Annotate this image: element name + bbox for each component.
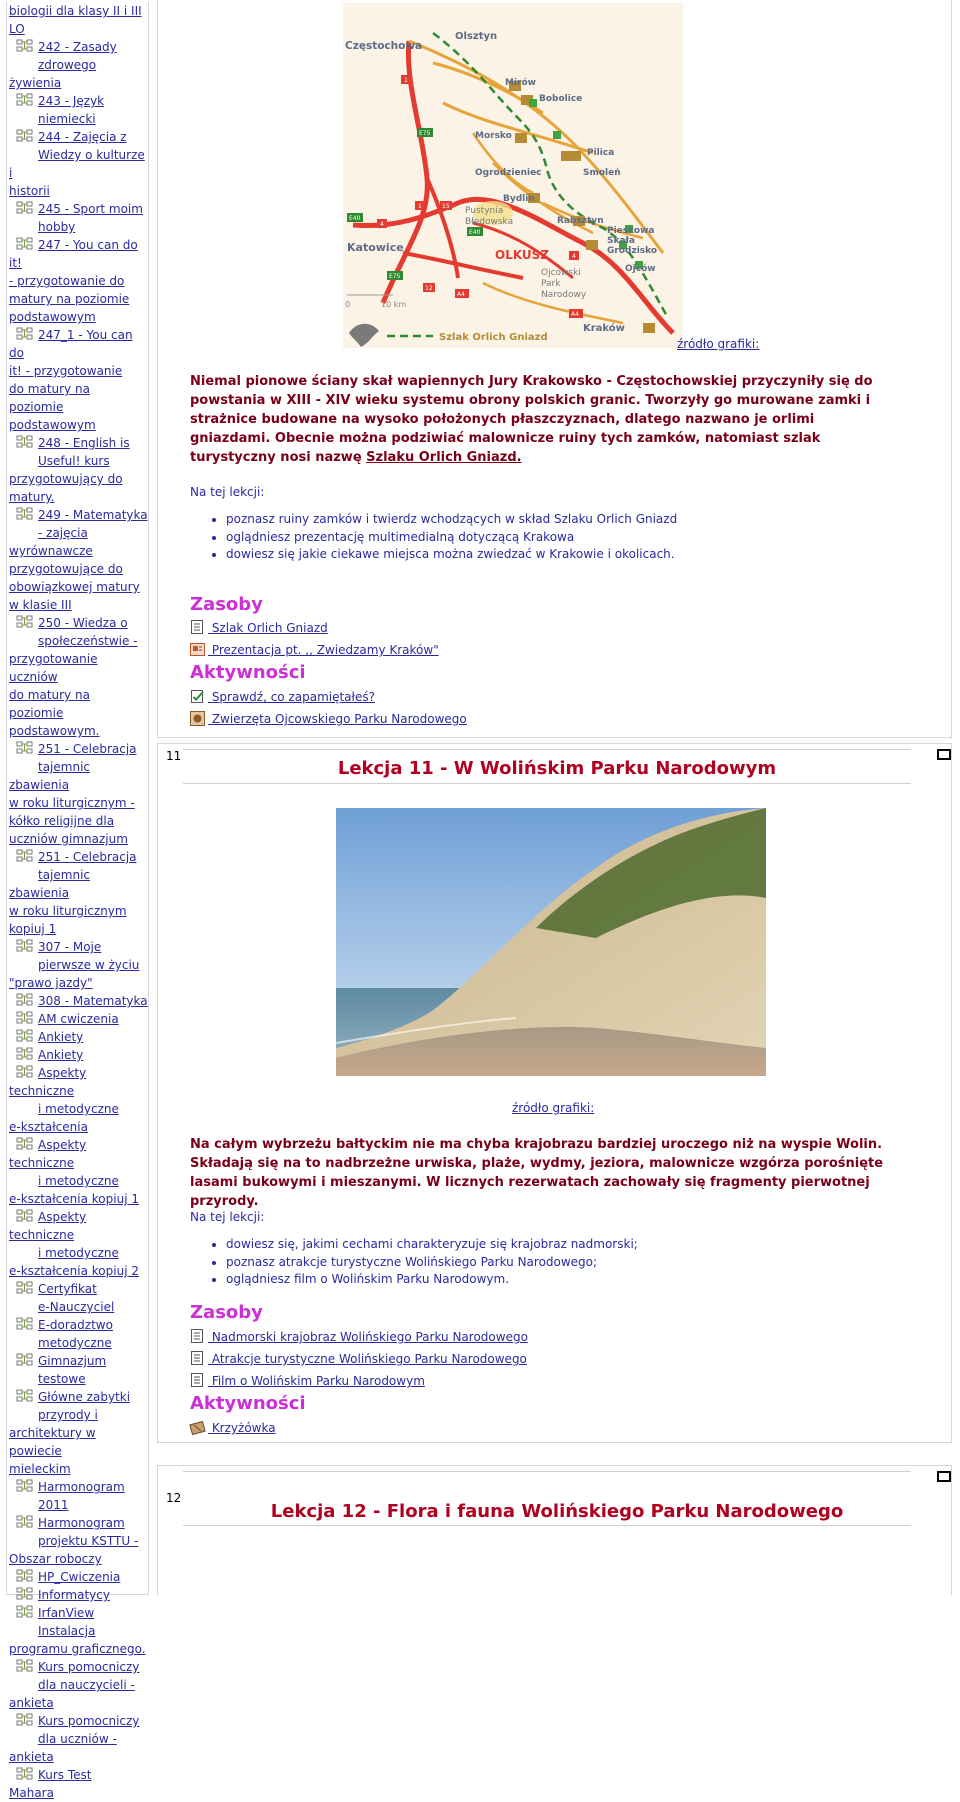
presentation-icon — [190, 642, 205, 657]
highlight-toggle-icon[interactable] — [937, 1471, 951, 1482]
course-link-label: w roku liturgicznym — [9, 904, 127, 918]
course-link[interactable] — [9, 1388, 148, 1478]
lesson-goals-list — [211, 1236, 861, 1289]
lesson-title: Lekcja 12 - Flora i fauna Wolińskiego Parku Narodowego — [270, 1501, 844, 1522]
course-link-label: e-kształcenia kopiuj 1 — [9, 1192, 139, 1206]
course-link-label: Ankiety — [38, 1048, 84, 1062]
course-link-label: w klasie III — [9, 598, 72, 612]
course-icon — [16, 1767, 34, 1781]
course-icon — [16, 849, 34, 863]
map-label-czestochowa: Częstochowa — [345, 40, 423, 52]
course-link[interactable] — [9, 236, 148, 326]
topic-number: 11 — [166, 749, 182, 763]
course-link-label: Informatycy — [38, 1588, 110, 1602]
crossword-icon — [190, 1420, 205, 1435]
course-link-label: ankieta — [9, 1750, 54, 1764]
resource-link[interactable] — [190, 620, 328, 635]
course-link-label: Certyfikat — [38, 1282, 97, 1296]
course-link[interactable] — [9, 1568, 148, 1586]
course-link[interactable] — [9, 506, 148, 614]
course-link-label: Aspekty techniczne — [9, 1138, 87, 1170]
lesson-intro: Na całym wybrzeżu bałtyckim nie ma chyba krajobrazu bardziej uroczego niż na wyspie Wolin. Składają się na to nadbrzeżne urwiska, plaże, wydmy, jeziora, malownicze wzgórza porośnięte lasami bukowymi i mieszanymi. W licznych rezerwatach zachowały się fragmenty pierwotnej przyrody. — [190, 1137, 884, 1209]
lesson-goal: • poznasz atrakcje turystyczne Wolińskiego Parku Narodowego; — [226, 1254, 861, 1272]
lesson-goals-label: Na tej lekcji: — [190, 1210, 265, 1224]
course-link-label: 244 - Zajęcia z — [38, 130, 127, 144]
activity-link[interactable] — [190, 1420, 276, 1435]
map-road-e75-a: E75 — [419, 130, 431, 137]
lesson-goal: • poznasz ruiny zamków i twierdz wchodzących w skład Szlaku Orlich Gniazd — [226, 511, 861, 529]
course-link-label: Kurs pomocniczy — [38, 1660, 140, 1674]
topic-number: 12 — [166, 1491, 182, 1505]
map-road-12: 12 — [425, 285, 433, 292]
course-link-label: dla uczniów - — [38, 1732, 117, 1746]
course-link-label: pierwsze w życiu — [38, 958, 140, 972]
lesson-goal: • oglądniesz film o Wolińskim Parku Narodowym. — [226, 1271, 861, 1289]
course-link-label: Instalacja — [38, 1624, 96, 1638]
map-label-bobolice: Bobolice — [539, 94, 583, 104]
course-link-label: w roku liturgicznym - — [9, 796, 135, 810]
quiz-icon — [190, 689, 205, 704]
lesson-goals-list — [211, 511, 861, 564]
course-icon — [16, 1317, 34, 1331]
map-label-ojcow: Ojców — [625, 264, 656, 274]
course-link[interactable] — [9, 1712, 148, 1766]
resource-link[interactable] — [190, 642, 439, 657]
map-label-pieskowa-1: Pieskowa — [607, 226, 655, 236]
course-icon — [16, 435, 34, 449]
course-icon — [16, 1065, 34, 1079]
course-link-label: podstawowym — [9, 418, 96, 432]
course-icon — [16, 1713, 34, 1727]
course-icon — [16, 1587, 34, 1601]
activities-heading: Aktywności — [190, 1393, 306, 1414]
course-link[interactable] — [9, 1208, 148, 1280]
map-label-ojcowski-2: Park — [541, 279, 561, 289]
map-legend-trail: Szlak Orlich Gniazd — [439, 332, 548, 343]
course-link-label: HP_Cwiczenia — [38, 1570, 121, 1584]
course-link-label: Useful! kurs — [38, 454, 110, 468]
course-link-label: LO — [9, 22, 25, 36]
course-link[interactable] — [9, 1010, 148, 1028]
course-link-label: - przygotowanie do — [9, 274, 125, 288]
animal-icon — [190, 711, 205, 726]
course-icon — [16, 1569, 34, 1583]
course-link[interactable] — [9, 2, 148, 38]
page-icon — [190, 620, 205, 635]
course-link[interactable] — [9, 848, 148, 938]
course-link-label: wyrównawcze — [9, 544, 93, 558]
course-link[interactable] — [9, 1478, 148, 1514]
image-source-link[interactable]: źródło grafiki: — [677, 337, 760, 351]
course-icon — [16, 129, 34, 143]
course-link-label: Aspekty techniczne — [9, 1066, 87, 1098]
course-link-label: 245 - Sport moim — [38, 202, 143, 216]
lesson-title: Lekcja 11 - W Wolińskim Parku Narodowym — [337, 758, 777, 779]
lesson-goal: • dowiesz się, jakimi cechami charakteryzuje się krajobraz nadmorski; — [226, 1236, 861, 1254]
map-label-grodzisko: Grodzisko — [607, 246, 658, 256]
course-link-label: historii — [9, 184, 50, 198]
course-icon — [16, 93, 34, 107]
course-link-label: Gimnazjum — [38, 1354, 107, 1368]
course-link-label: matury. — [9, 490, 55, 504]
page-icon — [190, 1351, 205, 1366]
course-link-label: mieleckim — [9, 1462, 71, 1476]
map-label-olsztyn: Olsztyn — [455, 31, 498, 42]
course-link[interactable] — [9, 1136, 148, 1208]
course-icon — [16, 1137, 34, 1151]
page-icon — [190, 1329, 205, 1344]
course-link-label: i metodyczne — [38, 1246, 119, 1260]
course-link[interactable] — [9, 938, 148, 992]
map-label-mirow: Mirów — [505, 78, 536, 88]
course-link-label: do matury na poziomie — [9, 382, 90, 414]
course-link-label: E-doradztwo — [38, 1318, 113, 1332]
course-link-label: 307 - Moje — [38, 940, 102, 954]
course-icon — [16, 1029, 34, 1043]
map-label-pieskowa-2: Skała — [607, 236, 635, 246]
course-link-label: przygotowanie uczniów — [9, 652, 98, 684]
course-link-label: uczniów gimnazjum — [9, 832, 128, 846]
course-icon — [16, 1209, 34, 1223]
map-road-1: 1 — [404, 77, 408, 84]
image-source-link[interactable]: źródło grafiki: — [512, 1101, 595, 1115]
course-link[interactable] — [9, 1280, 148, 1316]
course-link[interactable] — [9, 614, 148, 740]
activity-label: Krzyżówka — [208, 1421, 276, 1435]
lesson-intro-text: Niemal pionowe ściany skał wapiennych Jury Krakowsko - Częstochowskiej przyczyniły się do powstania w XIII - XIV wieku systemu obrony polskich granic. Tworzyły go murowane zamki i strażnice budowane na wysoko położonych płaszczyznach, dlatego nazwano je orlimi gniazdami. Obecnie można podziwiać malownicze ruiny tych zamków, natomiast szlak turystyczny nosi nazwę — [190, 374, 873, 465]
course-link-label: Mahara — [9, 1786, 54, 1800]
course-link[interactable] — [9, 992, 148, 1010]
course-link-label: do matury na poziomie — [9, 688, 90, 720]
course-link[interactable] — [9, 38, 148, 92]
course-topics — [157, 0, 960, 1595]
course-link-label: Kurs pomocniczy — [38, 1714, 140, 1728]
course-icon — [16, 237, 34, 251]
map-label-ojcowski-1: Ojcowski — [541, 268, 581, 278]
course-link-label: it! - przygotowanie — [9, 364, 123, 378]
course-link-label: e-kształcenia kopiuj 2 — [9, 1264, 139, 1278]
course-link-label: e-kształcenia — [9, 1120, 88, 1134]
course-link[interactable] — [9, 200, 148, 236]
topic-10 — [157, 0, 957, 738]
course-link-label: Harmonogram — [38, 1480, 125, 1494]
course-link[interactable] — [9, 1658, 148, 1712]
activity-link[interactable] — [190, 689, 375, 704]
activity-label: Zwierzęta Ojcowskiego Parku Narodowego — [208, 712, 467, 726]
map-scale-zero: 0 — [345, 300, 351, 309]
course-link[interactable] — [9, 434, 148, 506]
course-link-label: 251 - Celebracja — [38, 850, 137, 864]
map-road-e40-a: E40 — [349, 215, 361, 222]
activities-heading: Aktywności — [190, 662, 306, 683]
resource-label: Film o Wolińskim Parku Narodowym — [208, 1374, 425, 1388]
course-icon — [16, 939, 34, 953]
course-link-label: tajemnic zbawienia — [9, 868, 91, 900]
course-link-label: podstawowym. — [9, 724, 100, 738]
course-link-label: 308 - Matematyka — [38, 994, 148, 1008]
course-link-label: IrfanView — [38, 1606, 95, 1620]
course-icon — [16, 1011, 34, 1025]
course-icon — [16, 1659, 34, 1673]
activity-link[interactable] — [190, 711, 467, 726]
course-link[interactable] — [9, 1064, 148, 1136]
course-icon — [16, 1353, 34, 1367]
map-label-pustynia-1: Pustynia — [465, 206, 504, 216]
course-icon — [16, 507, 34, 521]
course-link-label: matury na poziomie — [9, 292, 130, 306]
course-link-label: metodyczne — [38, 1336, 112, 1350]
page-icon — [190, 1373, 205, 1388]
course-link-label: i metodyczne — [38, 1102, 119, 1116]
course-link-label: przygotowujący do — [9, 472, 123, 486]
map-label-katowice: Katowice — [347, 241, 404, 254]
course-link-label: społeczeństwie - — [38, 634, 138, 648]
course-icon — [16, 741, 34, 755]
map-label-rabsztyn: Rabsztyn — [557, 216, 604, 226]
resource-link[interactable] — [190, 1329, 528, 1344]
resources-heading: Zasoby — [190, 1302, 263, 1323]
course-link-label: 2011 — [38, 1498, 69, 1512]
map-label-krakow: Kraków — [583, 323, 625, 334]
lesson-goal: • dowiesz się jakie ciekawe miejsca można zwiedzać w Krakowie i okolicach. — [226, 546, 861, 564]
map-scale-ten-km: 10 km — [381, 300, 407, 309]
course-link-label: obowiązkowej matury — [9, 580, 140, 594]
course-link-label: i metodyczne — [38, 1174, 119, 1188]
course-link[interactable] — [9, 92, 148, 128]
course-link-label: przyrody i — [38, 1408, 98, 1422]
map-road-15: 15 — [442, 203, 450, 210]
course-link-label: AM cwiczenia — [38, 1012, 119, 1026]
szlak-orlich-gniazd-link[interactable]: Szlaku Orlich Gniazd. — [366, 450, 522, 465]
course-link-label: kółko religijne dla — [9, 814, 115, 828]
course-link-label: Obszar roboczy — [9, 1552, 102, 1566]
course-link-label: Harmonogram — [38, 1516, 125, 1530]
course-link-label: 243 - Język — [38, 94, 105, 108]
course-link-label: Kurs Test — [38, 1768, 92, 1782]
map-label-morsko: Morsko — [475, 131, 512, 141]
resource-label: Nadmorski krajobraz Wolińskiego Parku Narodowego — [208, 1330, 528, 1344]
course-link-label: programu graficznego. — [9, 1642, 146, 1656]
course-link-label: testowe — [38, 1372, 86, 1386]
wolin-cliff-photo — [336, 808, 766, 1076]
course-link[interactable] — [9, 1352, 148, 1388]
course-link[interactable] — [9, 326, 148, 434]
topic-11 — [157, 743, 957, 1443]
map-label-smolen: Smoleń — [583, 168, 621, 178]
map-label-ojcowski-3: Narodowy — [541, 290, 587, 300]
course-link[interactable] — [9, 1316, 148, 1352]
course-link-label: Wiedzy o kulturze i — [9, 148, 145, 180]
course-link-label: 250 - Wiedza o — [38, 616, 128, 630]
map-road-1-b: 1 — [418, 203, 422, 210]
course-link[interactable] — [9, 1028, 148, 1046]
course-link-label: - zajęcia — [38, 526, 88, 540]
course-link-label: Główne zabytki — [38, 1390, 131, 1404]
course-link[interactable] — [9, 128, 148, 200]
course-link-label: dla nauczycieli - — [38, 1678, 135, 1692]
map-szlak-orlich-gniazd — [343, 3, 683, 348]
course-link[interactable] — [9, 1586, 148, 1604]
course-icon — [16, 1281, 34, 1295]
topic-12 — [157, 1465, 957, 1595]
map-road-4-b: 4 — [572, 253, 576, 260]
course-icon — [16, 327, 34, 341]
activity-label: Sprawdź, co zapamiętałeś? — [208, 690, 375, 704]
course-link-label: Ankiety — [38, 1030, 84, 1044]
course-link-label: projektu KSTTU - — [38, 1534, 139, 1548]
course-link-label: 247 - You can do it! — [9, 238, 138, 270]
course-link[interactable] — [9, 1604, 148, 1658]
course-icon — [16, 615, 34, 629]
course-link-label: 248 - English is — [38, 436, 130, 450]
course-link-label: tajemnic zbawienia — [9, 760, 91, 792]
course-icon — [16, 1389, 34, 1403]
course-icon — [16, 993, 34, 1007]
map-label-pustynia-2: Błędowska — [465, 217, 514, 227]
course-link-label: zdrowego żywienia — [9, 58, 97, 90]
course-icon — [16, 1047, 34, 1061]
map-road-a4-b: A4 — [571, 311, 579, 318]
course-list-sidebar — [6, 2, 149, 1800]
map-label-pilica: Pilica — [587, 148, 615, 158]
course-link-label: biologii dla klasy II i III — [9, 4, 142, 18]
course-link[interactable] — [9, 1766, 148, 1802]
resource-label: Prezentacja pt. ,, Zwiedzamy Kraków" — [208, 643, 439, 657]
course-link-label: przygotowujące do — [9, 562, 123, 576]
lesson-goals-label: Na tej lekcji: — [190, 485, 265, 499]
course-link-label: Aspekty techniczne — [9, 1210, 87, 1242]
map-label-olkusz: OLKUSZ — [495, 248, 550, 262]
map-road-4: 4 — [380, 221, 384, 228]
resource-label: Szlak Orlich Gniazd — [208, 621, 328, 635]
lesson-intro — [190, 372, 890, 467]
course-icon — [16, 201, 34, 215]
resource-label: Atrakcje turystyczne Wolińskiego Parku Narodowego — [208, 1352, 527, 1366]
course-link-label: e-Nauczyciel — [38, 1300, 115, 1314]
course-link-label: architektury w powiecie — [9, 1426, 96, 1458]
course-icon — [16, 1605, 34, 1619]
course-link-label: 249 - Matematyka — [38, 508, 148, 522]
course-link[interactable] — [9, 740, 148, 848]
course-link-label: "prawo jazdy" — [9, 976, 93, 990]
resource-link[interactable] — [190, 1351, 527, 1366]
course-link-label: ankieta — [9, 1696, 54, 1710]
map-road-e40-b: E40 — [469, 229, 481, 236]
course-link-label: 242 - Zasady — [38, 40, 117, 54]
course-icon — [16, 39, 34, 53]
course-link-label: kopiuj 1 — [9, 922, 57, 936]
map-label-ogrodzieniec: Ogrodzieniec — [475, 168, 542, 178]
course-link-label: niemiecki — [38, 112, 96, 126]
course-link[interactable] — [9, 1046, 148, 1064]
course-link-label: podstawowym — [9, 310, 96, 324]
map-label-bydlin: Bydlin — [503, 194, 535, 204]
lesson-goal: • oglądniesz prezentację multimedialną dotyczącą Krakowa — [226, 529, 861, 547]
course-link-label: 251 - Celebracja — [38, 742, 137, 756]
map-road-e75-b: E75 — [389, 273, 401, 280]
course-icon — [16, 1515, 34, 1529]
resources-heading: Zasoby — [190, 594, 263, 615]
course-link[interactable] — [9, 1514, 148, 1568]
resource-link[interactable] — [190, 1373, 425, 1388]
map-road-a4-a: A4 — [457, 291, 465, 298]
course-link-label: 247_1 - You can do — [9, 328, 133, 360]
course-link-label: hobby — [38, 220, 76, 234]
course-icon — [16, 1479, 34, 1493]
